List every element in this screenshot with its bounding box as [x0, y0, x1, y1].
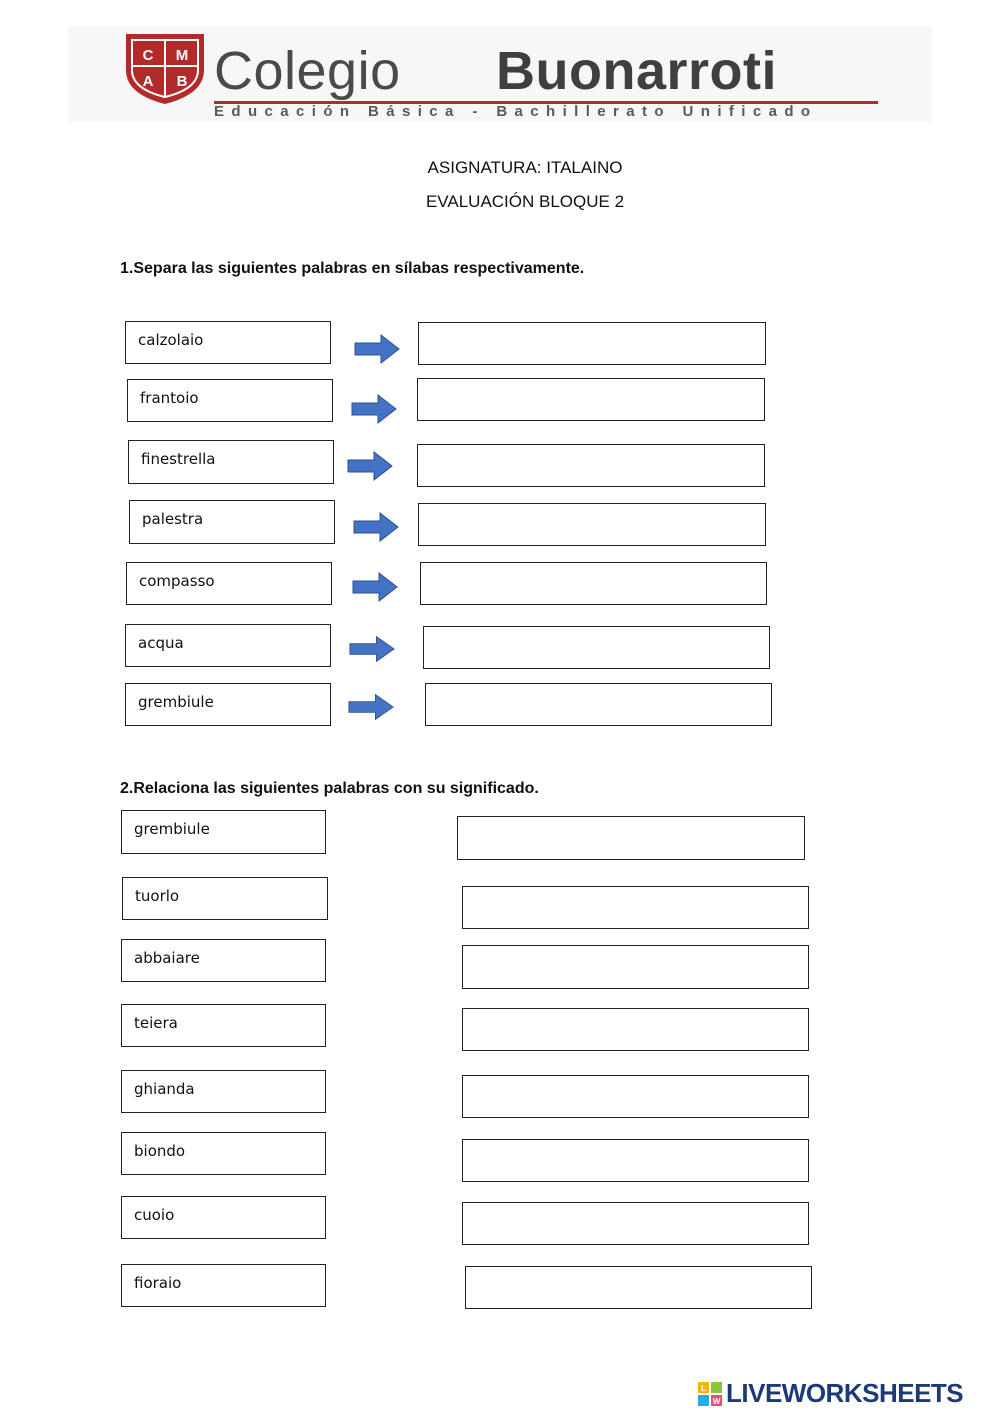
brand-name-light: Colegio — [214, 41, 401, 101]
s2-answer-input[interactable] — [465, 1266, 812, 1309]
liveworksheets-icon-letter-l: L — [701, 1383, 706, 1393]
arrow-right-icon — [353, 512, 399, 542]
s2-word-box: cuoio — [121, 1196, 326, 1239]
s1-word-box: calzolaio — [125, 321, 331, 364]
shield-letter-c: C — [142, 47, 154, 64]
shield-letter-m: M — [175, 47, 189, 64]
s2-answer-input[interactable] — [462, 1075, 809, 1118]
s1-answer-input[interactable] — [417, 444, 765, 487]
s2-word-box: abbaiare — [121, 939, 326, 982]
s1-answer-input[interactable] — [425, 683, 772, 726]
s1-word-box: palestra — [129, 500, 335, 544]
arrow-right-icon — [349, 634, 395, 664]
arrow-right-icon — [351, 394, 397, 424]
s2-answer-input[interactable] — [457, 816, 805, 860]
s1-word-box: frantoio — [127, 379, 333, 422]
s2-word-box: ghianda — [121, 1070, 326, 1113]
s1-answer-input[interactable] — [423, 626, 770, 669]
s1-answer-input[interactable] — [420, 562, 767, 605]
arrow-right-icon — [352, 572, 398, 602]
shield-letter-a: A — [142, 73, 154, 90]
s1-answer-input[interactable] — [418, 503, 766, 546]
school-shield-logo — [122, 30, 208, 106]
s2-word-box: teiera — [121, 1004, 326, 1047]
subject-title: ASIGNATURA: ITALAINO — [427, 158, 623, 177]
section1-heading: 1.Separa las siguientes palabras en sílabas respectivamente. — [120, 260, 585, 277]
section2-heading: 2.Relaciona las siguientes palabras con su significado. — [120, 780, 539, 797]
s2-answer-input[interactable] — [462, 886, 809, 929]
s2-answer-input[interactable] — [462, 1139, 809, 1182]
s1-word-box: acqua — [125, 624, 331, 667]
shield-letter-b: B — [176, 73, 188, 90]
liveworksheets-text: LIVEWORKSHEETS — [726, 1378, 964, 1408]
s2-answer-input[interactable] — [462, 945, 809, 989]
s1-word-box: compasso — [126, 562, 332, 605]
s1-answer-input[interactable] — [417, 378, 765, 421]
s2-answer-input[interactable] — [462, 1008, 809, 1051]
liveworksheets-logo — [698, 1378, 963, 1408]
evaluation-title: EVALUACIÓN BLOQUE 2 — [425, 192, 625, 211]
brand-subtitle: Educación Básica - Bachillerato Unificado — [214, 103, 818, 120]
s1-answer-input[interactable] — [418, 322, 766, 365]
s2-word-box: fioraio — [121, 1264, 326, 1307]
s2-word-box: biondo — [121, 1132, 326, 1175]
arrow-right-icon — [348, 692, 394, 722]
liveworksheets-icon-letter-w: W — [712, 1396, 721, 1406]
s2-answer-input[interactable] — [462, 1202, 809, 1245]
s2-word-box: grembiule — [121, 810, 326, 854]
s1-word-box: grembiule — [125, 683, 331, 726]
arrow-right-icon — [347, 451, 393, 481]
arrow-right-icon — [354, 334, 400, 364]
s1-word-box: finestrella — [128, 440, 334, 484]
brand-name-bold: Buonarroti — [496, 41, 777, 101]
liveworksheets-icon — [698, 1382, 722, 1406]
s2-word-box: tuorlo — [122, 877, 328, 920]
